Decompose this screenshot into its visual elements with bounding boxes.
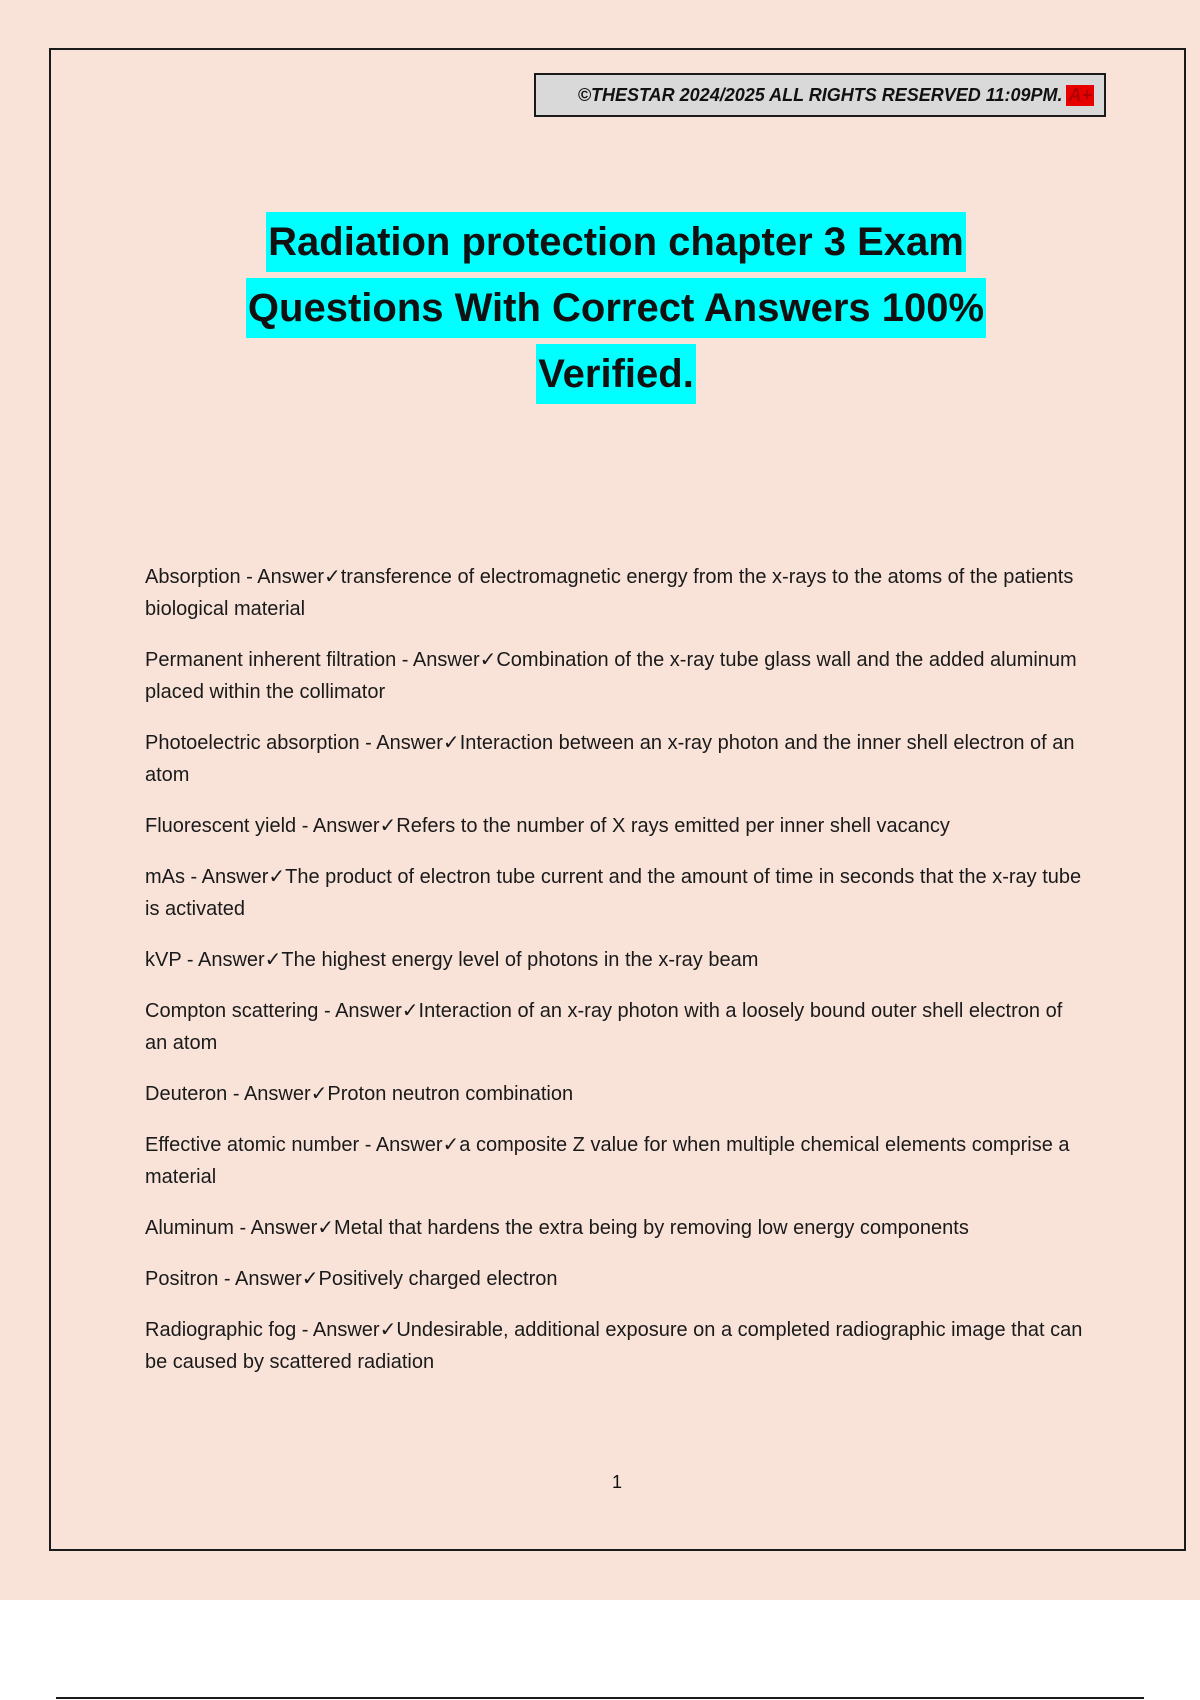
qa-list — [145, 561, 1085, 1397]
qa-item-absorption: Absorption - Answer✓transference of electromagnetic energy from the x-rays to the atoms of the patients biological material — [145, 566, 1074, 620]
title-line-2: Questions With Correct Answers 100% — [246, 278, 986, 338]
page-number: 1 — [611, 1472, 622, 1492]
qa-item-photoelectric-absorption: Photoelectric absorption - Answer✓Interaction between an x-ray photon and the inner shell electron of an atom — [145, 732, 1075, 786]
title-line-1: Radiation protection chapter 3 Exam — [266, 212, 966, 272]
qa-item-radiographic-fog: Radiographic fog - Answer✓Undesirable, additional exposure on a completed radiographic image that can be caused by scattered radiation — [145, 1319, 1083, 1373]
qa-item-compton-scattering: Compton scattering - Answer✓Interaction of an x-ray photon with a loosely bound outer shell electron of an atom — [145, 1000, 1063, 1054]
title-line-3: Verified. — [536, 344, 696, 404]
qa-item-effective-atomic-number: Effective atomic number - Answer✓a composite Z value for when multiple chemical elements comprise a material — [145, 1134, 1070, 1188]
qa-item-aluminum: Aluminum - Answer✓Metal that hardens the extra being by removing low energy components — [145, 1217, 969, 1239]
grade-badge: A+ — [1068, 84, 1092, 105]
bottom-divider — [56, 1697, 1144, 1699]
qa-item-permanent-inherent-filtration: Permanent inherent filtration - Answer✓Combination of the x-ray tube glass wall and the added aluminum placed within the collimator — [145, 649, 1077, 703]
qa-item-deuteron: Deuteron - Answer✓Proton neutron combination — [145, 1083, 574, 1105]
qa-item-fluorescent-yield: Fluorescent yield - Answer✓Refers to the number of X rays emitted per inner shell vacancy — [145, 815, 950, 837]
document-title — [150, 210, 1082, 408]
copyright-header — [534, 73, 1106, 117]
qa-item-positron: Positron - Answer✓Positively charged electron — [145, 1268, 558, 1290]
qa-item-mas: mAs - Answer✓The product of electron tube current and the amount of time in seconds that the x-ray tube is activated — [145, 866, 1082, 920]
copyright-text: ©THESTAR 2024/2025 ALL RIGHTS RESERVED 11:09PM. — [577, 84, 1063, 105]
qa-item-kvp: kVP - Answer✓The highest energy level of photons in the x-ray beam — [145, 949, 759, 971]
